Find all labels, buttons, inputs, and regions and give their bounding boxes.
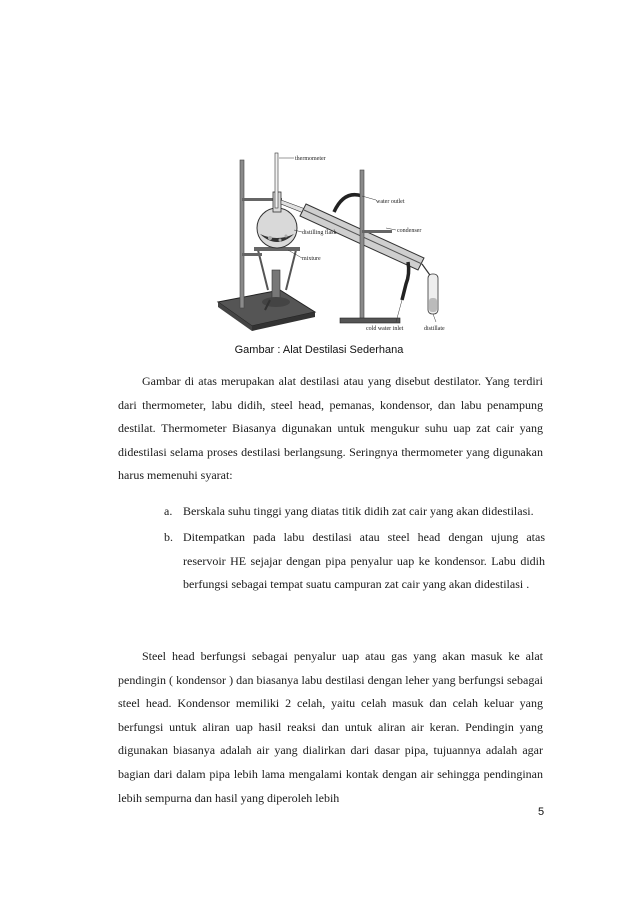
list-marker: a. — [164, 504, 173, 518]
burner — [272, 270, 280, 300]
list-item — [150, 526, 545, 597]
label-distilling-flask: distilling flask — [302, 230, 337, 236]
label-thermometer: thermometer — [295, 156, 326, 162]
list-item-text: Berskala suhu tinggi yang diatas titik didih zat cair yang akan didestilasi. — [183, 504, 534, 518]
left-stand-rod — [240, 160, 244, 308]
distillation-apparatus-figure — [210, 150, 470, 340]
page-number: 5 — [538, 806, 545, 818]
list-item-text: Ditempatkan pada labu destilasi atau steel head dengan ujung atas reservoir HE sejajar dengan pipa penyalur uap ke kondensor. Labu didih berfungsi sebagai tempat suatu campuran zat cair yang akan didestilasi . — [183, 529, 545, 592]
thermometer — [275, 153, 278, 208]
water-outlet-hose — [334, 195, 362, 212]
label-condenser: condenser — [397, 228, 422, 234]
list-marker: b. — [164, 529, 173, 544]
label-mixture: mixture — [302, 256, 321, 262]
body-paragraph-1: Gambar di atas merupakan alat destilasi atau yang disebut destilator. Yang terdiri dari thermometer, labu didih, steel head, pemanas, kondensor, dan labu penampung destilat. Thermometer Biasanya digunakan untuk mengukur suhu uap zat cair yang didestilasi selama proses destilasi berlangsung. Seringnya thermometer yang digunakan harus memenuhi syarat: — [118, 374, 543, 483]
right-stand-base — [340, 318, 400, 323]
label-cold-water-inlet: cold water inlet — [366, 326, 404, 332]
figure-caption: Gambar : Alat Destilasi Sederhana — [234, 344, 404, 356]
thermometer-requirements-list — [150, 500, 545, 599]
cold-water-inlet-hose — [402, 262, 409, 300]
distillate-liquid — [429, 298, 437, 312]
body-paragraph-2: Steel head berfungsi sebagai penyalur uap atau gas yang akan masuk ke alat pendingin ( kondensor ) dan biasanya labu destilasi dengan leher yang berfungsi sebagai steel head. Kondensor memiliki 2 celah, yaitu celah masuk dan celah keluar yang berfungsi untuk aliran uap hasil reaksi dan untuk aliran air keran. Pendingin yang digunakan biasanya adalah air yang dialirkan dari dasar pipa, tujuannya adalah agar bagian dari dalam pipa lebih lama mengalami kontak dengan air sehingga pendinginan lebih sempurna dan hasil yang diperoleh lebih — [118, 649, 543, 805]
body-paragraph-2-container — [118, 645, 543, 810]
body-paragraph-1-container — [118, 370, 543, 488]
label-water-outlet: water outlet — [376, 199, 405, 205]
list-item — [150, 500, 545, 524]
distillation-apparatus-illustration — [210, 150, 470, 340]
label-distillate: distillate — [424, 326, 445, 332]
right-stand-rod — [360, 170, 364, 320]
